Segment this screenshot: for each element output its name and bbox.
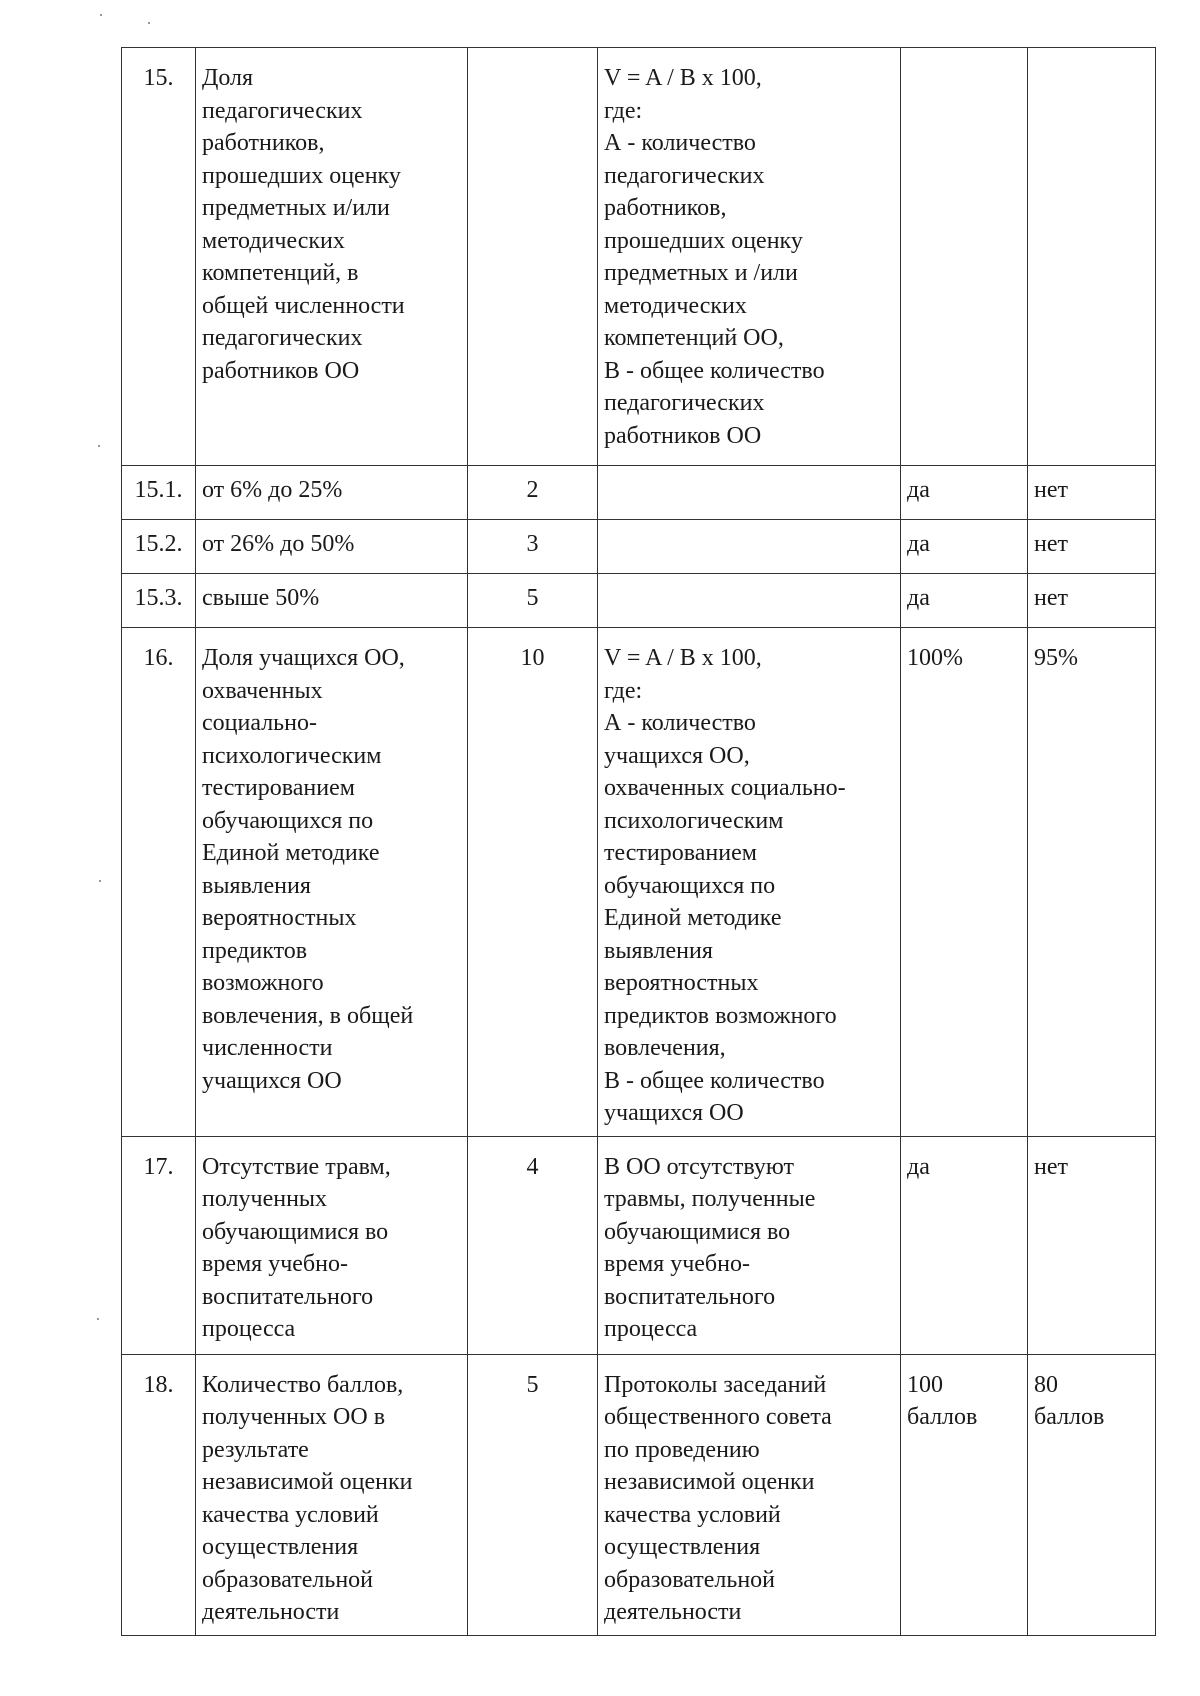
value-cell: да xyxy=(901,1136,1028,1354)
formula-cell: Протоколы заседаний общественного совета по проведению независимой оценки качества условий осуществления образовательной деятельности xyxy=(598,1354,901,1635)
value-cell: нет xyxy=(1028,574,1156,628)
value-cell: 95% xyxy=(1028,628,1156,1137)
value-cell: нет xyxy=(1028,520,1156,574)
indicator-cell: от 6% до 25% xyxy=(196,466,468,520)
row-number: 15.2. xyxy=(122,520,196,574)
table-row xyxy=(122,48,1156,466)
formula-cell xyxy=(598,574,901,628)
table-row xyxy=(122,628,1156,1137)
value-cell: 100% xyxy=(901,628,1028,1137)
points-cell: 2 xyxy=(468,466,598,520)
table-row xyxy=(122,1354,1156,1635)
table-row xyxy=(122,466,1156,520)
indicator-cell: свыше 50% xyxy=(196,574,468,628)
indicator-cell: Количество баллов, полученных ОО в результате независимой оценки качества условий осуществления образовательной деятельности xyxy=(196,1354,468,1635)
scan-speck xyxy=(99,880,101,882)
row-number: 15. xyxy=(122,48,196,466)
value-cell: 80 баллов xyxy=(1028,1354,1156,1635)
row-number: 15.3. xyxy=(122,574,196,628)
formula-cell xyxy=(598,520,901,574)
table-row xyxy=(122,1136,1156,1354)
table-row xyxy=(122,574,1156,628)
row-number: 18. xyxy=(122,1354,196,1635)
value-cell: да xyxy=(901,520,1028,574)
scan-speck xyxy=(97,1318,99,1320)
row-number: 17. xyxy=(122,1136,196,1354)
criteria-table xyxy=(121,47,1156,1636)
points-cell: 5 xyxy=(468,574,598,628)
value-cell xyxy=(901,48,1028,466)
value-cell: да xyxy=(901,574,1028,628)
value-cell: 100 баллов xyxy=(901,1354,1028,1635)
indicator-cell: Доля учащихся ОО, охваченных социально- психологическим тестированием обучающихся по Единой методике выявления вероятностных предиктов возможного вовлечения, в общей численности учащихся ОО xyxy=(196,628,468,1137)
formula-cell xyxy=(598,466,901,520)
value-cell: нет xyxy=(1028,466,1156,520)
value-cell: да xyxy=(901,466,1028,520)
formula-cell: В ОО отсутствуют травмы, полученные обучающимися во время учебно- воспитательного процесса xyxy=(598,1136,901,1354)
formula-cell: V = A / B x 100, где: А - количество учащихся ОО, охваченных социально- психологическим тестированием обучающихся по Единой методике выявления вероятностных предиктов возможного вовлечения, В - общее количество учащихся ОО xyxy=(598,628,901,1137)
points-cell: 10 xyxy=(468,628,598,1137)
table-row xyxy=(122,520,1156,574)
value-cell: нет xyxy=(1028,1136,1156,1354)
points-cell: 3 xyxy=(468,520,598,574)
points-cell: 5 xyxy=(468,1354,598,1635)
points-cell xyxy=(468,48,598,466)
scan-speck xyxy=(98,445,100,447)
scan-speck xyxy=(148,22,150,24)
scan-speck xyxy=(100,14,102,16)
row-number: 15.1. xyxy=(122,466,196,520)
row-number: 16. xyxy=(122,628,196,1137)
formula-cell: V = A / B x 100, где: А - количество педагогических работников, прошедших оценку предметных и /или методических компетенций ОО, В - общее количество педагогических работников ОО xyxy=(598,48,901,466)
value-cell xyxy=(1028,48,1156,466)
points-cell: 4 xyxy=(468,1136,598,1354)
indicator-cell: от 26% до 50% xyxy=(196,520,468,574)
indicator-cell: Отсутствие травм, полученных обучающимися во время учебно- воспитательного процесса xyxy=(196,1136,468,1354)
indicator-cell: Доля педагогических работников, прошедших оценку предметных и/или методических компетенций, в общей численности педагогических работников ОО xyxy=(196,48,468,466)
